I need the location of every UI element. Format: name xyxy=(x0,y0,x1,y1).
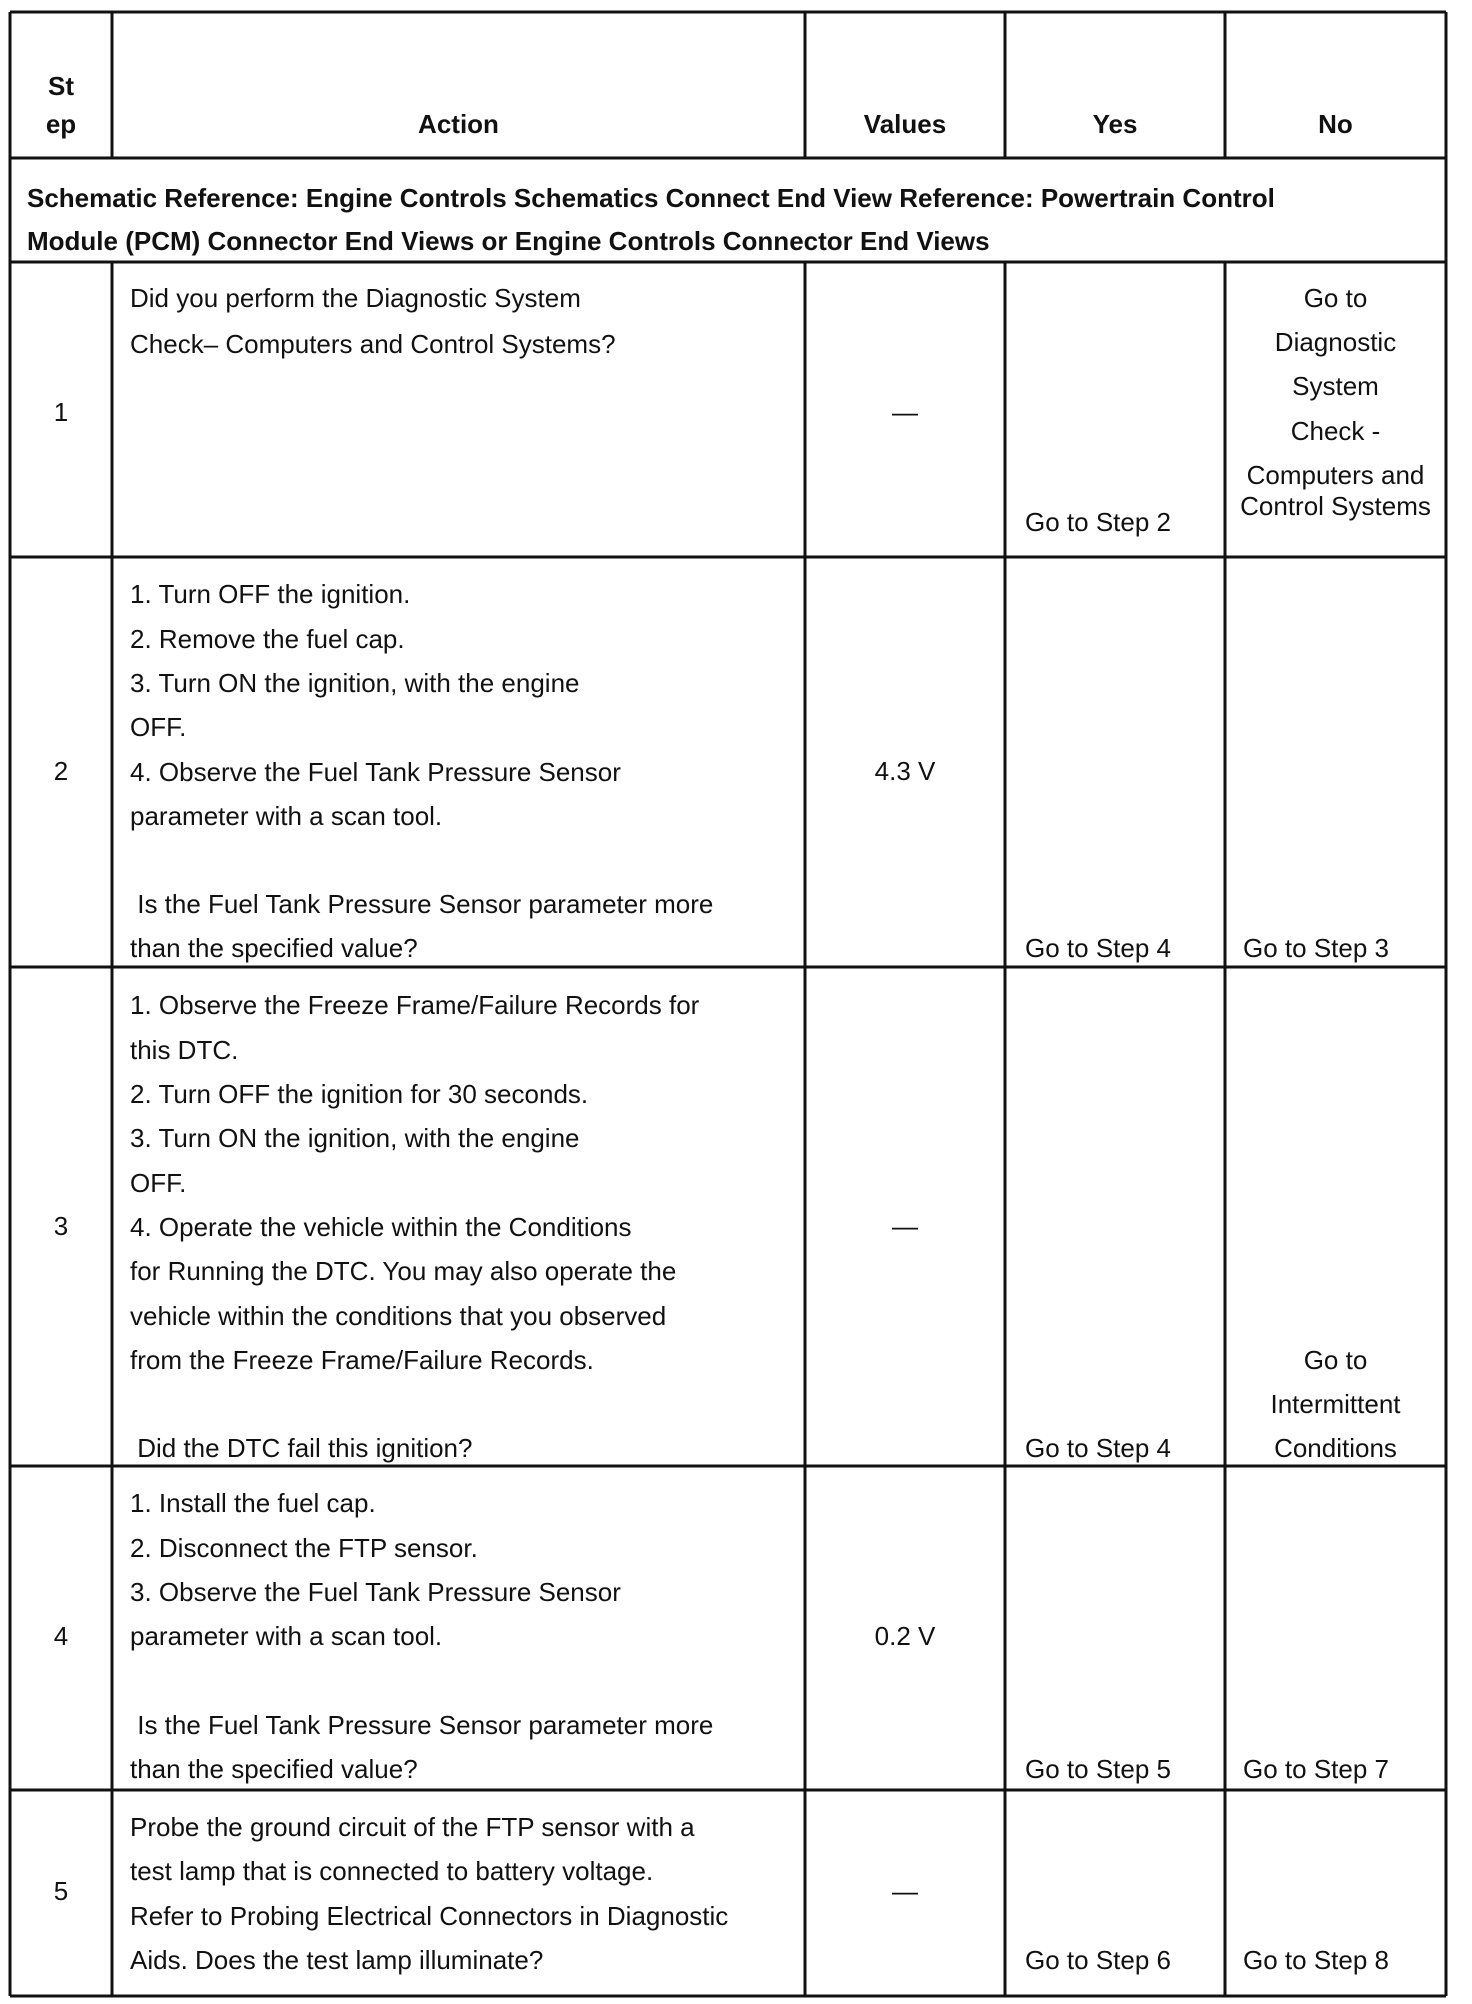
action-question: Is the Fuel Tank Pressure Sensor parameter more xyxy=(130,889,714,919)
action-line: 1. Turn OFF the ignition. xyxy=(130,579,411,609)
no-result-line: Computers and xyxy=(1246,460,1425,490)
no-result-line: Control Systems xyxy=(1240,491,1431,521)
yes-result: Go to Step 5 xyxy=(1025,1754,1171,1784)
action-line: 3. Turn ON the ignition, with the engine xyxy=(130,1123,580,1153)
action-line: parameter with a scan tool. xyxy=(130,1621,443,1651)
action-line: OFF. xyxy=(130,1168,187,1198)
header-step-line1: St xyxy=(48,71,74,101)
yes-result: Go to Step 6 xyxy=(1025,1945,1171,1975)
action-question: Did the DTC fail this ignition? xyxy=(130,1433,473,1463)
action-line: 4. Observe the Fuel Tank Pressure Sensor xyxy=(130,757,621,787)
no-result-line: Go to xyxy=(1303,1345,1368,1375)
action-line: vehicle within the conditions that you observed xyxy=(130,1301,667,1331)
action-question: Is the Fuel Tank Pressure Sensor parameter more xyxy=(130,1710,714,1740)
action-line: 3. Observe the Fuel Tank Pressure Sensor xyxy=(130,1577,621,1607)
no-result-line: Go to Step 7 xyxy=(1243,1754,1389,1784)
step-number: 4 xyxy=(53,1621,69,1651)
spec-value: — xyxy=(892,1211,918,1241)
yes-result: Go to Step 4 xyxy=(1025,933,1171,963)
no-result-line: Go to xyxy=(1303,283,1368,313)
action-line: 2. Turn OFF the ignition for 30 seconds. xyxy=(130,1079,589,1109)
spec-value: — xyxy=(892,397,918,427)
action-line: 3. Turn ON the ignition, with the engine xyxy=(130,668,580,698)
spec-value: 0.2 V xyxy=(874,1621,936,1651)
action-line: 1. Install the fuel cap. xyxy=(130,1488,376,1518)
step-number: 1 xyxy=(53,397,69,427)
action-line: parameter with a scan tool. xyxy=(130,801,443,831)
action-line: this DTC. xyxy=(130,1035,239,1065)
schematic-reference-line2: Module (PCM) Connector End Views or Engine Controls Connector End Views xyxy=(27,226,990,256)
header-yes: Yes xyxy=(1092,109,1138,139)
header-step-line2: ep xyxy=(45,109,77,139)
action-line: from the Freeze Frame/Failure Records. xyxy=(130,1345,594,1375)
action-line: Aids. Does the test lamp illuminate? xyxy=(130,1945,544,1975)
action-question: than the specified value? xyxy=(130,1754,418,1784)
yes-result: Go to Step 2 xyxy=(1025,507,1171,537)
action-line: Probe the ground circuit of the FTP sensor with a xyxy=(130,1812,695,1842)
no-result-line: Check - xyxy=(1290,416,1381,446)
action-line: Check– Computers and Control Systems? xyxy=(130,329,616,359)
action-line: Refer to Probing Electrical Connectors in Diagnostic xyxy=(130,1901,729,1931)
step-number: 5 xyxy=(53,1876,69,1906)
step-number: 3 xyxy=(53,1211,69,1241)
action-line: 2. Remove the fuel cap. xyxy=(130,624,405,654)
step-number: 2 xyxy=(53,756,69,786)
header-no: No xyxy=(1318,109,1353,139)
action-line: OFF. xyxy=(130,712,187,742)
schematic-reference-line1: Schematic Reference: Engine Controls Schematics Connect End View Reference: Powertrain Control xyxy=(27,183,1275,213)
action-line: test lamp that is connected to battery voltage. xyxy=(130,1856,654,1886)
no-result-line: Go to Step 8 xyxy=(1243,1945,1389,1975)
no-result-line: Go to Step 3 xyxy=(1243,933,1389,963)
header-values: Values xyxy=(863,109,947,139)
action-line: 1. Observe the Freeze Frame/Failure Records for xyxy=(130,990,700,1020)
spec-value: 4.3 V xyxy=(874,756,936,786)
yes-result: Go to Step 4 xyxy=(1025,1433,1171,1463)
action-line: 4. Operate the vehicle within the Conditions xyxy=(130,1212,632,1242)
no-result-line: System xyxy=(1292,371,1379,401)
no-result-line: Intermittent xyxy=(1270,1389,1401,1419)
action-line: for Running the DTC. You may also operate the xyxy=(130,1256,677,1286)
action-line: Did you perform the Diagnostic System xyxy=(130,283,581,313)
action-line: 2. Disconnect the FTP sensor. xyxy=(130,1533,478,1563)
no-result-line: Diagnostic xyxy=(1274,327,1397,357)
header-action: Action xyxy=(418,109,499,139)
no-result-line: Conditions xyxy=(1274,1433,1397,1463)
spec-value: — xyxy=(892,1876,918,1906)
action-question: than the specified value? xyxy=(130,933,418,963)
